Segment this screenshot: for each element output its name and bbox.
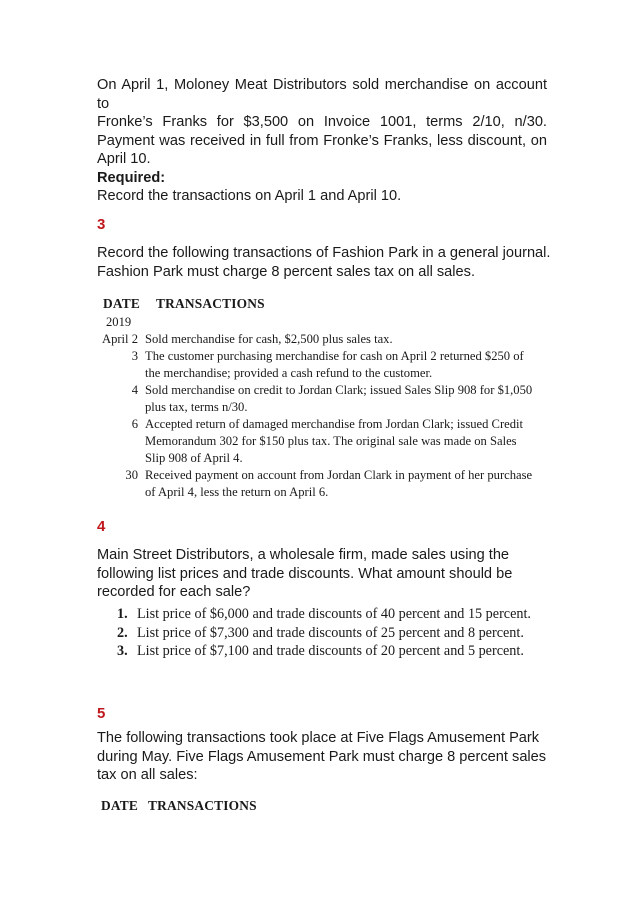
list-item-text: List price of $7,100 and trade discounts of 20 percent and 5 percent. [137, 643, 524, 659]
transactions-list [92, 314, 552, 501]
problem-4-list [117, 605, 557, 661]
problem-4-body [97, 546, 527, 602]
problem-2-line: Payment was received in full from Fronke’s Franks, less discount, on [97, 132, 547, 149]
transaction-date: 4 [131, 383, 138, 397]
transaction-text: Received payment on account from Jordan Clark in payment of her purchase [145, 468, 533, 482]
transaction-row [92, 467, 552, 501]
transactions-column-header: TRANSACTIONS [148, 798, 257, 813]
transaction-row [92, 348, 552, 382]
transaction-date: April 2 [101, 332, 138, 346]
transaction-row [92, 382, 552, 416]
transaction-date: 30 [125, 468, 138, 482]
required-text: Record the transactions on April 1 and April 10. [97, 188, 402, 204]
transaction-text: plus tax, terms n/30. [145, 400, 248, 414]
list-item-marker: 2. [117, 624, 128, 641]
transaction-text: Sold merchandise for cash, $2,500 plus sales tax. [145, 332, 393, 346]
problem-4-line: Main Street Distributors, a wholesale firm, made sales using the [97, 547, 510, 563]
transaction-text: The customer purchasing merchandise for cash on April 2 returned $250 of [145, 349, 524, 363]
list-item [117, 642, 557, 661]
list-item-marker: 3. [117, 643, 128, 659]
transaction-date: 3 [131, 349, 138, 363]
transaction-row [92, 331, 552, 348]
problem-2-line: April 10. [97, 151, 151, 167]
problem-4-number: 4 [97, 518, 106, 535]
problem-3-body [97, 244, 557, 281]
list-item-marker: 1. [117, 606, 128, 622]
problem-3-line: Fashion Park must charge 8 percent sales tax on all sales. [97, 263, 476, 280]
problem-2-body [97, 76, 547, 206]
list-item [117, 624, 557, 643]
problem-3-line: Record the following transactions of Fashion Park in a general journal. [97, 245, 551, 261]
transactions-column-header: TRANSACTIONS [156, 296, 265, 311]
transaction-text: Sold merchandise on credit to Jordan Clark; issued Sales Slip 908 for $1,050 [145, 383, 533, 397]
problem-5-line: The following transactions took place at Five Flags Amusement Park [97, 730, 540, 746]
list-item-text: List price of $7,300 and trade discounts of 25 percent and 8 percent. [137, 624, 524, 641]
required-label: Required: [97, 169, 166, 186]
transaction-text: Memorandum 302 for $150 plus tax. The original sale was made on Sales [145, 434, 517, 448]
problem-5-body [97, 729, 557, 785]
problem-4-line: recorded for each sale? [97, 584, 251, 600]
list-item [117, 605, 557, 624]
transactions-year: 2019 [106, 315, 132, 329]
date-column-header: DATE [103, 296, 141, 311]
problem-5-line: during May. Five Flags Amusement Park must charge 8 percent sales [97, 748, 547, 765]
date-column-header: DATE [101, 798, 139, 813]
transaction-row [92, 416, 552, 467]
transaction-date: 6 [131, 417, 138, 431]
problem-2-line: Fronke’s Franks for $3,500 on Invoice 1001, terms 2/10, n/30. [97, 114, 547, 130]
transaction-text: of April 4, less the return on April 6. [145, 485, 329, 499]
list-item-text: List price of $6,000 and trade discounts of 40 percent and 15 percent. [137, 606, 531, 622]
transaction-text: Accepted return of damaged merchandise from Jordan Clark; issued Credit [145, 417, 524, 431]
problem-3-number: 3 [97, 216, 106, 233]
problem-5-line: tax on all sales: [97, 767, 198, 783]
transaction-text: Slip 908 of April 4. [145, 451, 243, 465]
problem-2-line: On April 1, Moloney Meat Distributors sold merchandise on account to [97, 77, 547, 112]
problem-5-number: 5 [97, 705, 106, 722]
transaction-text: the merchandise; provided a cash refund to the customer. [145, 366, 433, 380]
problem-4-line: following list prices and trade discounts. What amount should be [97, 565, 513, 582]
